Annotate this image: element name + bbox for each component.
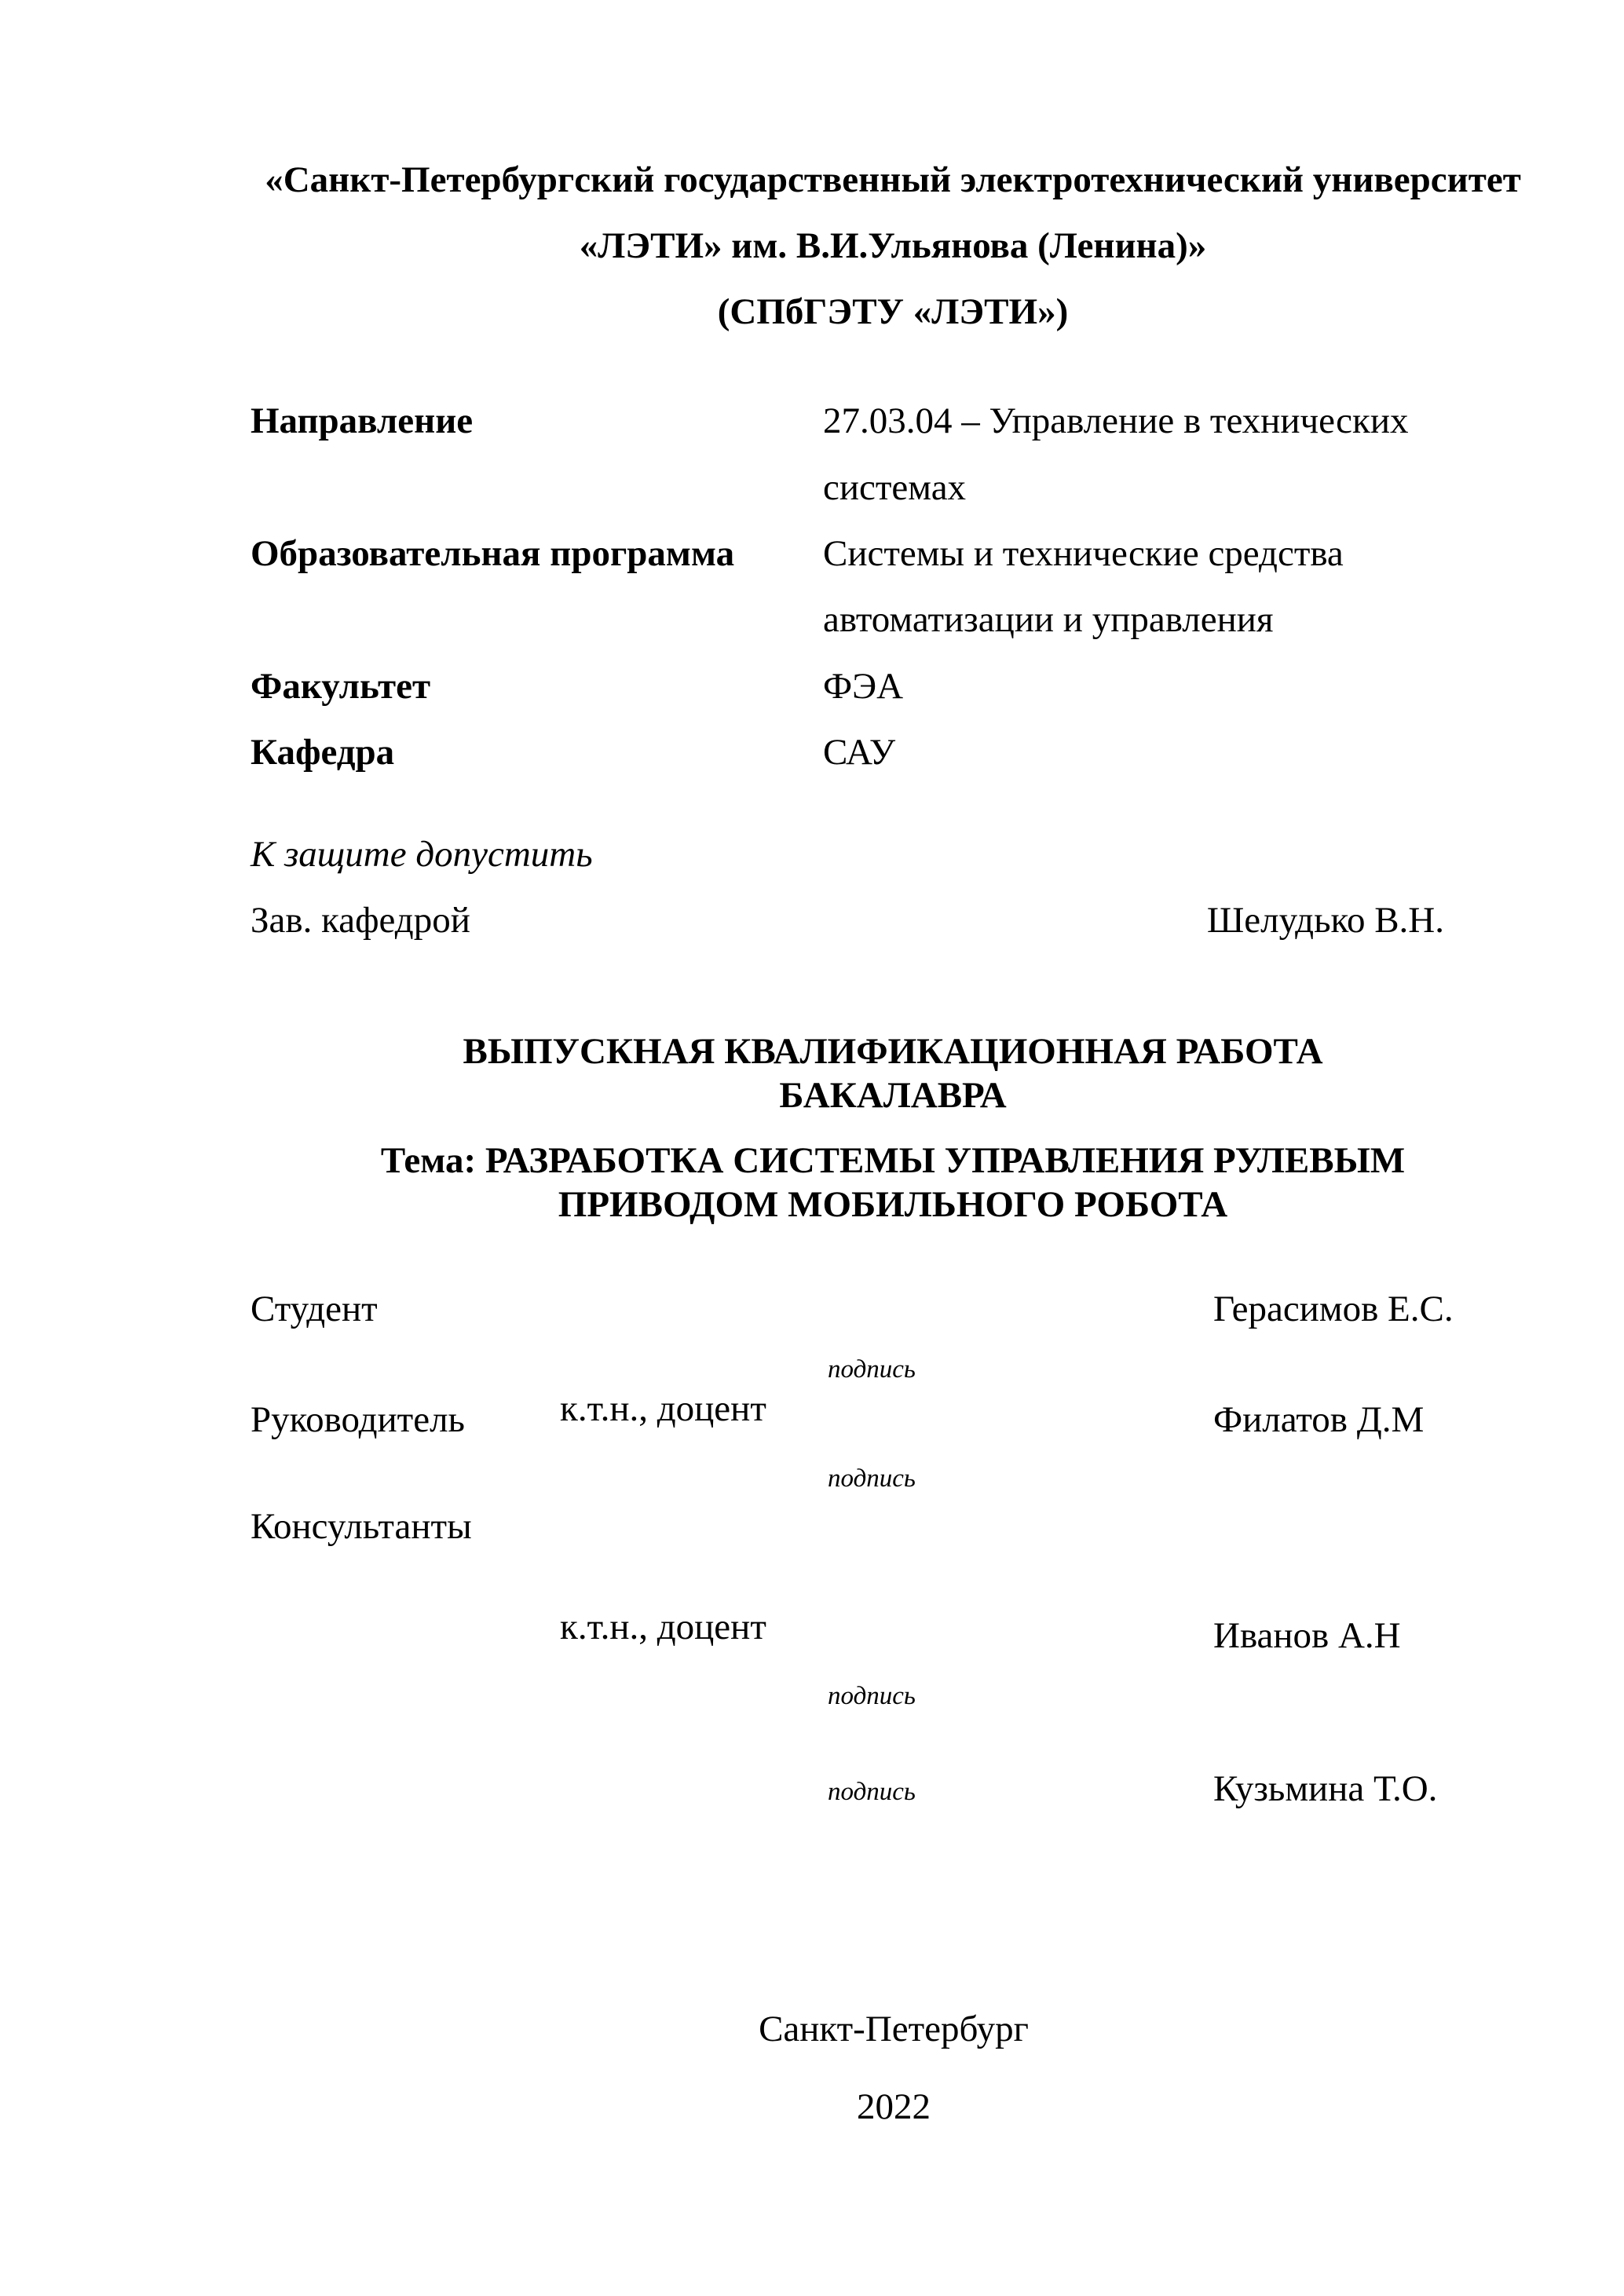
consultant1-name: Иванов А.Н [1213,1615,1401,1656]
student-name: Герасимов Е.С. [1213,1289,1454,1329]
university-abbreviation: (СПбГЭТУ «ЛЭТИ») [717,291,1069,332]
direction-value-line2: системах [823,467,967,508]
year: 2022 [857,2086,931,2127]
signature-caption: подпись [828,1355,916,1384]
direction-value-line1: 27.03.04 – Управление в технических [823,400,1409,441]
city: Санкт-Петербург [759,2009,1029,2049]
head-of-department-label: Зав. кафедрой [251,900,470,941]
topic-line2: ПРИВОДОМ МОБИЛЬНОГО РОБОТА [558,1184,1228,1225]
supervisor-name: Филатов Д.М [1213,1399,1425,1440]
faculty-value: ФЭА [823,666,904,707]
consultant1-degree: к.т.н., доцент [560,1607,766,1647]
supervisor-degree: к.т.н., доцент [560,1388,766,1429]
faculty-label: Факультет [251,666,431,707]
program-label: Образовательная программа [251,533,735,574]
supervisor-label: Руководитель [251,1399,465,1440]
signature-caption: подпись [828,1464,916,1493]
university-name-line1: «Санкт-Петербургский государственный электротехнический университет [265,159,1521,200]
student-label: Студент [251,1289,378,1329]
consultant2-name: Кузьмина Т.О. [1213,1768,1438,1809]
signature-caption: подпись [828,1682,916,1710]
direction-label: Направление [251,400,474,441]
topic-line1: Тема: РАЗРАБОТКА СИСТЕМЫ УПРАВЛЕНИЯ РУЛЕВЫМ [380,1140,1406,1181]
department-label: Кафедра [251,732,395,773]
work-title-line2: БАКАЛАВРА [779,1075,1007,1116]
program-value-line2: автоматизации и управления [823,599,1274,640]
head-of-department-name: Шелудько В.Н. [1206,900,1444,941]
department-value: САУ [823,732,896,773]
work-title-line1: ВЫПУСКНАЯ КВАЛИФИКАЦИОННАЯ РАБОТА [463,1031,1323,1072]
approval-note: К защите допустить [251,834,593,875]
university-name-line2: «ЛЭТИ» им. В.И.Ульянова (Ленина)» [579,225,1207,266]
consultants-label: Консультанты [251,1506,472,1547]
signature-caption: подпись [828,1778,916,1806]
program-value-line1: Системы и технические средства [823,533,1344,574]
